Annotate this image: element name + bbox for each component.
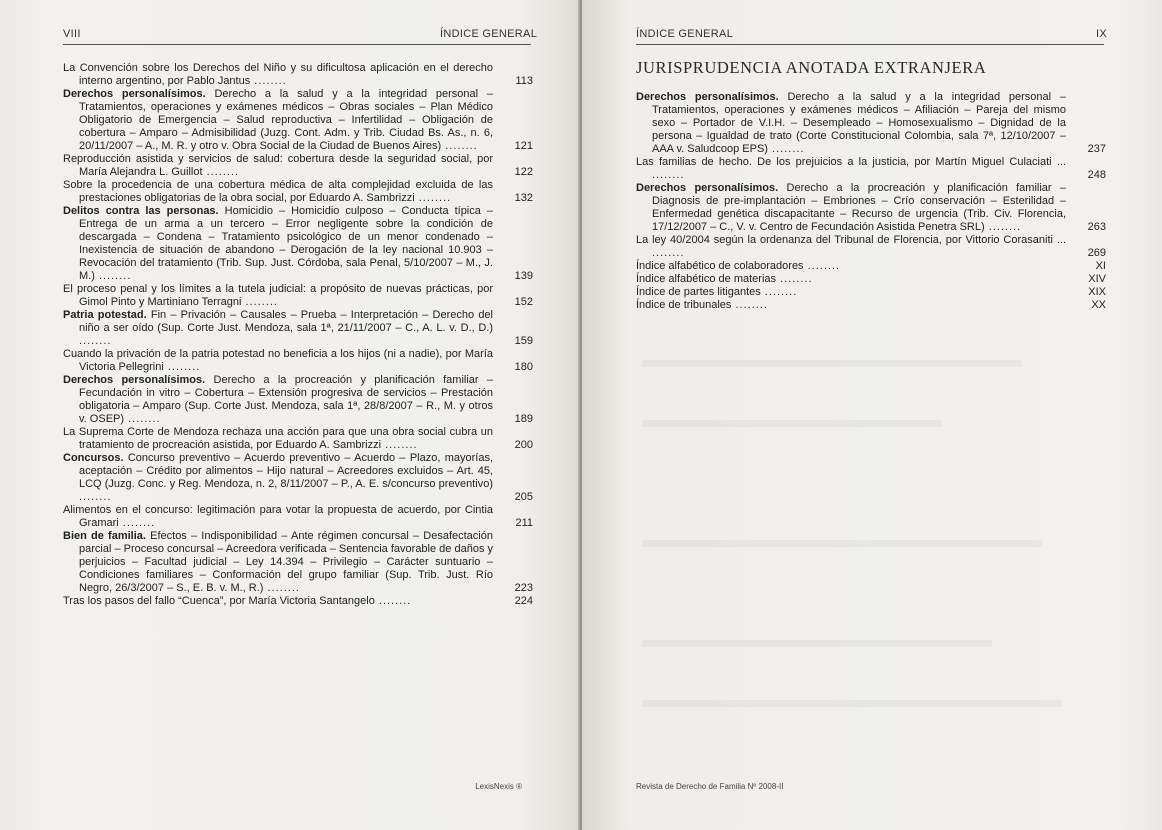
entry-page-number: 269 bbox=[1087, 247, 1106, 259]
toc-entry bbox=[636, 182, 1106, 234]
entry-text: Derecho a la procreación y planificación familiar – Diagnosis de pre-implantación – Embriones – Crío conservación – Esterilidad – Enfermedad genética discapacitante – Recurso de urgencia (Trib. Civ. Florencia, 17/12/2007 – C., V. v. Centro de Fecundación Asistida Penetra SRL) bbox=[652, 182, 1066, 233]
running-title: ÍNDICE GENERAL bbox=[636, 28, 734, 40]
toc-entry bbox=[63, 153, 533, 179]
entry-text: Índice de tribunales bbox=[636, 299, 732, 311]
table-of-contents bbox=[63, 62, 533, 608]
indices-list bbox=[636, 260, 1106, 312]
leader-dots: ........ bbox=[263, 582, 300, 594]
leader-dots: ........ bbox=[776, 273, 813, 285]
entry-text: Derecho a la salud y a la integridad personal – Tratamientos, operaciones y exámenes médicos – Obras sociales – Plan Médico Obligatorio de Emergencia – Salud reproductiva – Infertilidad – Obligación de cobertura – Amparo – Admisibilidad (Juzg. Cont. Adm. y Trib. Ciudad Bs. As., n. 6, 20/11/2007 – A., M. R. y otro v. Obra Social de la Ciudad de Buenos Aires) bbox=[79, 88, 493, 152]
entry-text: Índice de partes litigantes bbox=[636, 286, 761, 298]
toc-entry bbox=[636, 260, 1106, 273]
entry-page-number: 263 bbox=[1087, 221, 1106, 233]
toc-entry bbox=[63, 452, 533, 504]
entry-page-number: XX bbox=[1091, 299, 1106, 311]
toc-entry bbox=[63, 205, 533, 283]
entry-page-number: XI bbox=[1095, 260, 1106, 272]
leader-dots: ........ bbox=[441, 140, 478, 152]
toc-entry bbox=[63, 426, 533, 452]
entry-text: Fin – Privación – Causales – Prueba – Interpretación – Derecho del niño a ser oído (Sup. Corte Just. Mendoza, sala 1ª, 21/11/2007 – C., A. L. v. D., D.) bbox=[79, 309, 493, 334]
section-title: JURISPRUDENCIA ANOTADA EXTRANJERA bbox=[636, 58, 987, 77]
leader-dots: ........ bbox=[250, 75, 287, 87]
entry-text: Reproducción asistida y servicios de salud: cobertura desde la seguridad social, por María Alejandra L. Guillot bbox=[63, 153, 493, 178]
toc-entry bbox=[636, 156, 1106, 182]
header-rule bbox=[63, 44, 531, 45]
entry-heading: Derechos personalísimos. bbox=[636, 91, 779, 103]
entry-text: La Convención sobre los Derechos del Niño y su dificultosa aplicación en el derecho interno argentino, por Pablo Jantus bbox=[63, 62, 493, 87]
leader-dots: ........ bbox=[241, 296, 278, 308]
toc-entry bbox=[63, 374, 533, 426]
entry-page-number: 189 bbox=[514, 413, 533, 425]
entry-text: Índice alfabético de materias bbox=[636, 273, 777, 285]
entry-text: El proceso penal y los límites a la tutela judicial: a propósito de nuevas prácticas, por Gimol Pinto y Martiniano Terragni bbox=[63, 283, 493, 308]
toc-entry bbox=[63, 62, 533, 88]
leader-dots: ........ bbox=[202, 166, 240, 178]
leader-dots: ........ bbox=[803, 260, 841, 272]
entry-page-number: 152 bbox=[514, 296, 533, 308]
toc-entry bbox=[63, 595, 533, 608]
toc-entry bbox=[63, 504, 533, 530]
entry-page-number: 205 bbox=[514, 491, 533, 503]
bleed-through-shadow bbox=[642, 640, 992, 647]
entry-text: Derecho a la procreación y planificación familiar – Fecundación in vitro – Cobertura – Extensión progresiva de servicios – Prestación obligatoria – Amparo (Sup. Corte Just. Mendoza, sala 1ª, 28/8/2007 – R., M. y otros v. OSEP) bbox=[79, 374, 493, 425]
entry-text: Sobre la procedencia de una cobertura médica de alta complejidad excluida de las prestaciones obligatorias de la obra social, por Eduardo A. Sambrizzi bbox=[63, 179, 493, 204]
publisher-footer: LexisNexis ® bbox=[475, 782, 522, 791]
entry-page-number: XIX bbox=[1088, 286, 1106, 298]
toc-entry bbox=[63, 530, 533, 595]
entry-heading: Derechos personalísimos. bbox=[63, 88, 206, 100]
running-title: ÍNDICE GENERAL bbox=[440, 28, 538, 40]
bleed-through-shadow bbox=[642, 360, 1022, 367]
entry-heading: Derechos personalísimos. bbox=[63, 374, 206, 386]
leader-dots: ........ bbox=[79, 491, 112, 503]
leader-dots: ........ bbox=[414, 192, 452, 204]
toc-entry bbox=[63, 88, 533, 153]
entry-page-number: 223 bbox=[514, 582, 533, 594]
entry-page-number: 113 bbox=[515, 75, 533, 87]
leader-dots: ........ bbox=[381, 439, 418, 451]
entry-heading: Derechos personalísimos. bbox=[636, 182, 779, 194]
page-number: VIII bbox=[63, 28, 81, 40]
leader-dots: ........ bbox=[374, 595, 412, 607]
toc-entry bbox=[636, 234, 1106, 260]
entry-page-number: 248 bbox=[1087, 169, 1106, 181]
toc-entry bbox=[636, 273, 1106, 286]
leader-dots: ........ bbox=[118, 517, 156, 529]
table-of-contents bbox=[636, 91, 1106, 260]
right-page bbox=[582, 0, 1162, 830]
leader-dots: ........ bbox=[163, 361, 201, 373]
entry-page-number: 224 bbox=[514, 595, 533, 607]
entry-text: Concurso preventivo – Acuerdo preventivo – Acuerdo – Plazo, mayorías, aceptación – Crédito por alimentos – Hijo natural – Acreedores excluidos – Art. 45, LCQ (Juzg. Conc. y Reg. Mendoza, n. 2, 8/11/2007 – P., A. E. s/concurso preventivo) bbox=[79, 452, 493, 490]
entry-heading: Bien de familia. bbox=[63, 530, 146, 542]
toc-entry bbox=[63, 348, 533, 374]
toc-entry bbox=[636, 299, 1106, 312]
entry-heading: Concursos. bbox=[63, 452, 124, 464]
toc-entry bbox=[636, 286, 1106, 299]
header-rule bbox=[636, 44, 1104, 45]
entry-text: La Suprema Corte de Mendoza rechaza una acción para que una obra social cubra un tratamiento de procreación asistida, por Eduardo A. Sambrizzi bbox=[63, 426, 493, 451]
leader-dots: ........ bbox=[79, 335, 112, 347]
entry-page-number: XIV bbox=[1088, 273, 1106, 285]
bleed-through-shadow bbox=[642, 700, 1062, 707]
entry-page-number: 132 bbox=[514, 192, 533, 204]
leader-dots: ........ bbox=[124, 413, 161, 425]
left-page bbox=[0, 0, 580, 830]
leader-dots: ........ bbox=[767, 143, 805, 155]
leader-dots: ........ bbox=[652, 247, 685, 259]
entry-page-number: 121 bbox=[514, 140, 533, 152]
page-number: IX bbox=[1096, 28, 1107, 40]
leader-dots: ........ bbox=[760, 286, 798, 298]
leader-dots: ........ bbox=[731, 299, 768, 311]
entry-text: Índice alfabético de colaboradores bbox=[636, 260, 804, 272]
journal-footer: Revista de Derecho de Familia Nº 2008-II bbox=[636, 782, 784, 791]
toc-entry bbox=[63, 179, 533, 205]
entry-text: Alimentos en el concurso: legitimación para votar la propuesta de acuerdo, por Cintia Gramari bbox=[63, 504, 493, 529]
toc-entry bbox=[636, 91, 1106, 156]
entry-text: Efectos – Indisponibilidad – Ante régimen concursal – Desafectación parcial – Proceso concursal – Acreedora verificada – Sentencia favorable de daños y perjuicios – Facultad judicial – Ley 14.394 – Privilegio – Carácter suntuario – Condiciones familiares – Conformación del grupo familiar (Sup. Trib. Just. Río Negro, 26/3/2007 – S., E. B. v. M., R.) bbox=[79, 530, 493, 594]
entry-text: Las familias de hecho. De los prejuicios a la justicia, por Martín Miguel Culaciati ... bbox=[636, 156, 1066, 168]
entry-heading: Delitos contra las personas. bbox=[63, 205, 219, 217]
entry-page-number: 180 bbox=[514, 361, 533, 373]
leader-dots: ........ bbox=[94, 270, 132, 282]
leader-dots: ........ bbox=[984, 221, 1022, 233]
entry-page-number: 139 bbox=[514, 270, 533, 282]
entry-text: La ley 40/2004 según la ordenanza del Tribunal de Florencia, por Vittorio Corasaniti ... bbox=[636, 234, 1066, 246]
entry-page-number: 159 bbox=[514, 335, 533, 347]
bleed-through-shadow bbox=[642, 420, 942, 427]
entry-page-number: 122 bbox=[514, 166, 533, 178]
entry-text: Homicidio – Homicidio culposo – Conducta típica – Entrega de un arma a un tercero – Error negligente sobre la condición de descargada – Condena – Tratamiento psicológico de un menor condenado – Inexistencia de situación de abandono – Derogación de la ley nacional 10.903 – Revocación del tratamiento (Trib. Sup. Just. Córdoba, sala Penal, 5/10/2007 – M., J. M.) bbox=[79, 205, 494, 282]
entry-text: Derecho a la salud y a la integridad personal – Tratamientos, operaciones y exámenes médicos – Afiliación – Pareja del mismo sexo – Portador de V.I.H. – Desempleado – Homosexualismo – Dignidad de la persona – Igualdad de trato (Corte Constitucional Colombia, sala 7ª, 12/10/2007 – AAA v. Saludcoop EPS) bbox=[652, 91, 1066, 155]
entry-heading: Patria potestad. bbox=[63, 309, 147, 321]
entry-page-number: 237 bbox=[1087, 143, 1106, 155]
entry-page-number: 200 bbox=[514, 439, 533, 451]
entry-text: Cuando la privación de la patria potestad no beneficia a los hijos (ni a nadie), por María Victoria Pellegrini bbox=[63, 348, 493, 373]
entry-text: Tras los pasos del fallo “Cuenca”, por María Victoria Santangelo bbox=[63, 595, 375, 607]
toc-entry bbox=[63, 283, 533, 309]
leader-dots: ........ bbox=[652, 169, 685, 181]
bleed-through-shadow bbox=[642, 540, 1042, 547]
toc-entry bbox=[63, 309, 533, 348]
entry-page-number: 211 bbox=[515, 517, 533, 529]
